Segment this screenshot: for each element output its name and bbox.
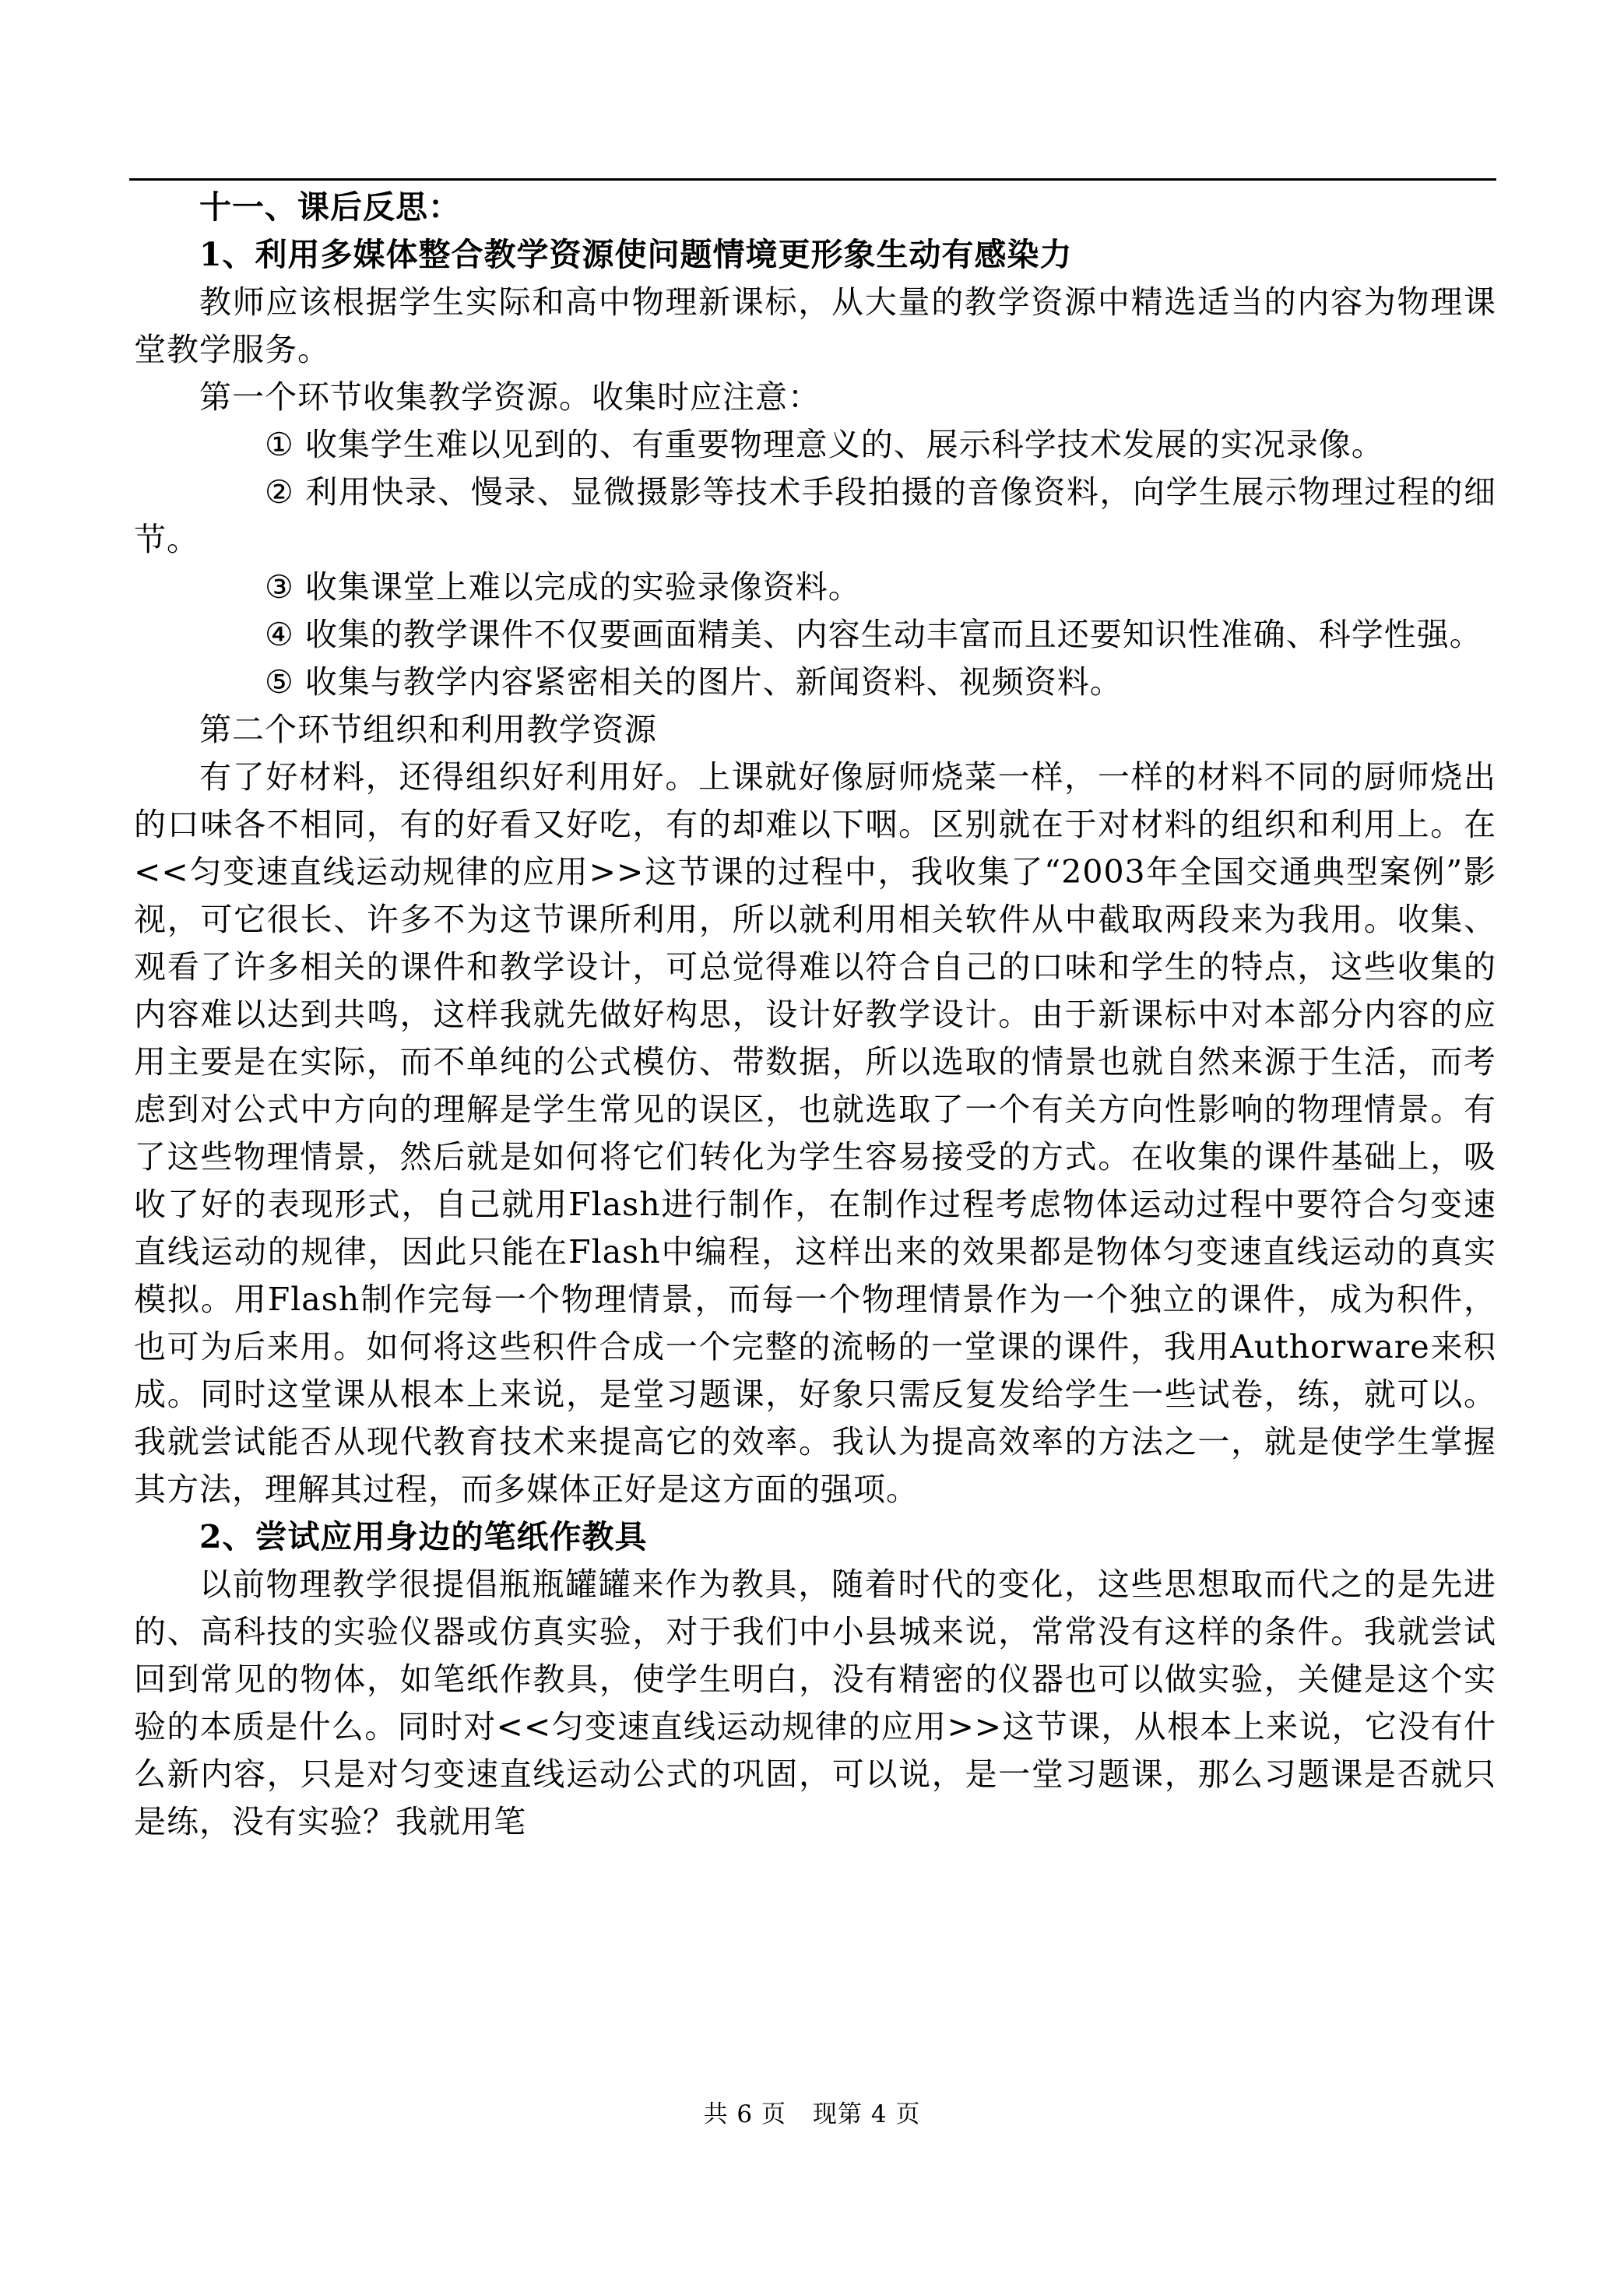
list-item-number: ⑤ [265, 663, 294, 701]
section-heading: 十一、课后反思： [199, 188, 461, 226]
list-item [134, 564, 1496, 611]
paragraph-step-one: 第一个环节收集教学资源。收集时应注意： [199, 378, 821, 416]
list-item-text: 收集学生难以见到的、有重要物理意义的、展示科学技术发展的实况录像。 [304, 426, 1384, 463]
list-item-number: ③ [265, 568, 294, 606]
page-footer [0, 2099, 1624, 2130]
paragraph-step-two: 第二个环节组织和利用教学资源 [199, 711, 657, 748]
list-item-number: ④ [265, 616, 294, 653]
total-pages: 共 6 页 [703, 2100, 786, 2128]
list-item-number: ① [265, 426, 294, 463]
list-item-text: 收集的教学课件不仅要画面精美、内容生动丰富而且还要知识性准确、科学性强。 [304, 616, 1482, 653]
list-item-text: 利用快录、慢录、显微摄影等技术手段拍摄的音像资料，向学生展示物理过程的细节。 [134, 473, 1496, 558]
list-item-text: 收集与教学内容紧密相关的图片、新闻资料、视频资料。 [304, 663, 1123, 701]
current-page: 现第 4 页 [813, 2100, 921, 2128]
list-item [134, 469, 1496, 564]
header-rule [129, 178, 1496, 181]
paragraph-intro: 教师应该根据学生实际和高中物理新课标，从大量的教学资源中精选适当的内容为物理课堂教学服务。 [134, 283, 1496, 368]
list-item [134, 421, 1496, 469]
list-item [134, 611, 1496, 659]
subheading-teaching-aids: 2、尝试应用身边的笔纸作教具 [199, 1518, 648, 1555]
subheading-multimedia: 1、利用多媒体整合教学资源使问题情境更形象生动有感染力 [199, 236, 1073, 273]
list-item-number: ② [265, 473, 294, 511]
list-item [134, 659, 1496, 706]
list-item-text: 收集课堂上难以完成的实验录像资料。 [304, 568, 861, 606]
paragraph-teaching-aids: 以前物理教学很提倡瓶瓶罐罐来作为教具，随着时代的变化，这些思想取而代之的是先进的、高科技的实验仪器或仿真实验，对于我们中小县城来说，常常没有这样的条件。我就尝试回到常见的物体，如笔纸作教具，使学生明白，没有精密的仪器也可以做实验，关健是这个实验的本质是什么。同时对<<匀变速直线运动规律的应用>>这节课，从根本上来说，它没有什么新内容，只是对匀变速直线运动公式的巩固，可以说，是一堂习题课，那么习题课是否就只是练，没有实验？我就用笔 [134, 1566, 1496, 1840]
paragraph-organize-resources: 有了好材料，还得组织好利用好。上课就好像厨师烧菜一样，一样的材料不同的厨师烧出的口味各不相同，有的好看又好吃，有的却难以下咽。区别就在于对材料的组织和利用上。在<<匀变速直线运动规律的应用>>这节课的过程中，我收集了“2003年全国交通典型案例”影视，可它很长、许多不为这节课所利用，所以就利用相关软件从中截取两段来为我用。收集、观看了许多相关的课件和教学设计，可总觉得难以符合自己的口味和学生的特点，这些收集的内容难以达到共鸣，这样我就先做好构思，设计好教学设计。由于新课标中对本部分内容的应用主要是在实际，而不单纯的公式模仿、带数据，所以选取的情景也就自然来源于生活，而考虑到对公式中方向的理解是学生常见的误区，也就选取了一个有关方向性影响的物理情景。有了这些物理情景，然后就是如何将它们转化为学生容易接受的方式。在收集的课件基础上，吸收了好的表现形式，自己就用Flash进行制作，在制作过程考虑物体运动过程中要符合匀变速直线运动的规律，因此只能在Flash中编程，这样出来的效果都是物体匀变速直线运动的真实模拟。用Flash制作完每一个物理情景，而每一个物理情景作为一个独立的课件，成为积件，也可为后来用。如何将这些积件合成一个完整的流畅的一堂课的课件，我用Authorware来积成。同时这堂课从根本上来说，是堂习题课，好象只需反复发给学生一些试卷，练，就可以。我就尝试能否从现代教育技术来提高它的效率。我认为提高效率的方法之一，就是使学生掌握其方法，理解其过程，而多媒体正好是这方面的强项。 [134, 758, 1496, 1508]
document-body [134, 184, 1496, 1846]
